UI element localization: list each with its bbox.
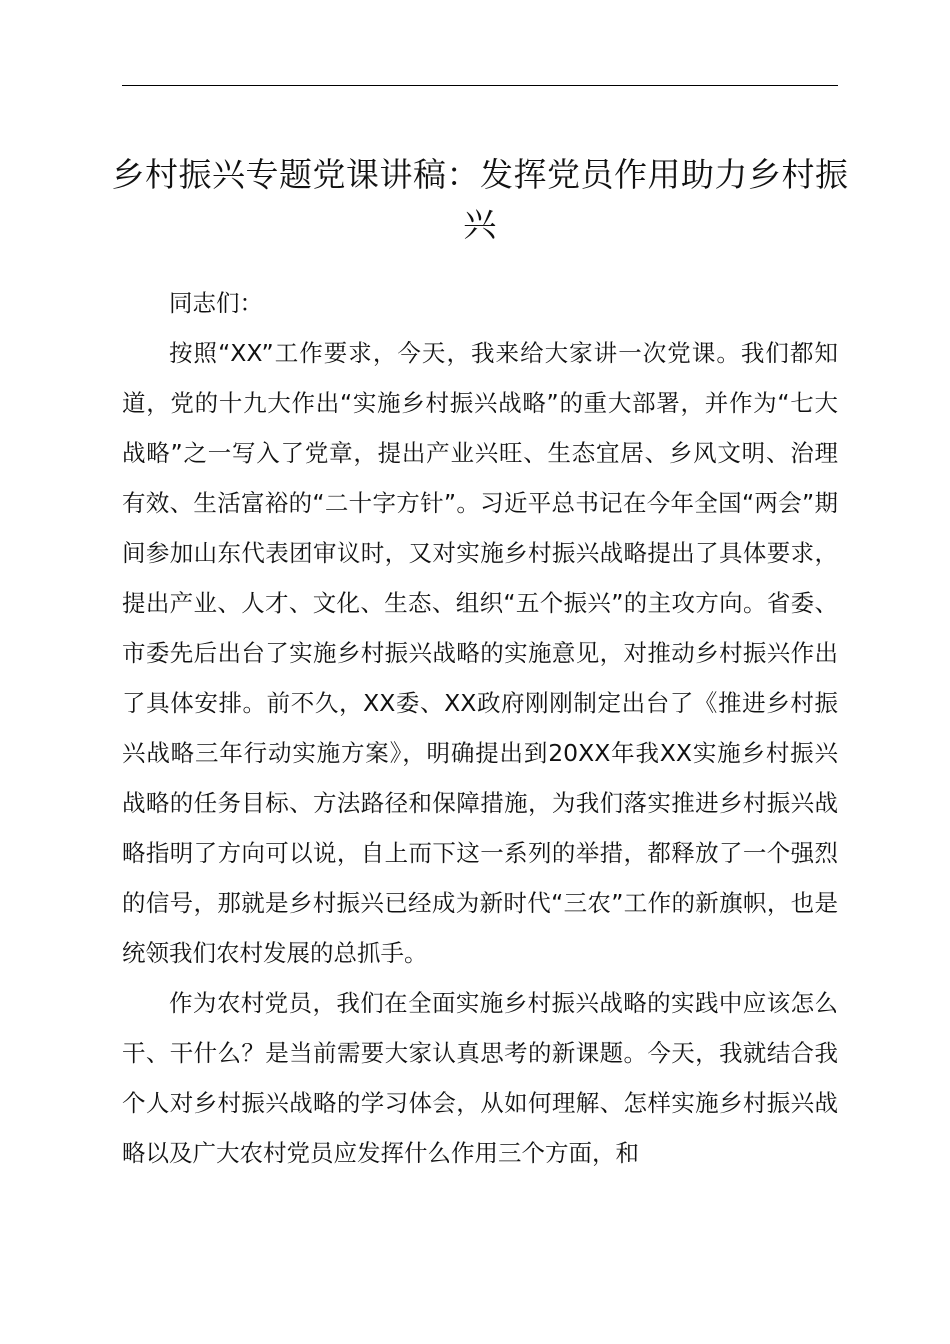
- header-rule: [122, 85, 838, 86]
- paragraph-2: 作为农村党员，我们在全面实施乡村振兴战略的实践中应该怎么干、干什么？是当前需要大家认真思考的新课题。今天，我就结合我个人对乡村振兴战略的学习体会，从如何理解、怎样实施乡村振兴战略以及广大农村党员应发挥什么作用三个方面，和: [122, 989, 838, 1167]
- document-title: 乡村振兴专题党课讲稿：发挥党员作用助力乡村振兴: [111, 155, 849, 244]
- paragraph-1: 按照“XX”工作要求，今天，我来给大家讲一次党课。我们都知道，党的十九大作出“实施乡村振兴战略”的重大部署，并作为“七大战略”之一写入了党章，提出产业兴旺、生态宜居、乡风文明、治理有效、生活富裕的“二十字方针”。习近平总书记在今年全国“两会”期间参加山东代表团审议时，又对实施乡村振兴战略提出了具体要求，提出产业、人才、文化、生态、组织“五个振兴”的主攻方向。省委、市委先后出台了实施乡村振兴战略的实施意见，对推动乡村振兴作出了具体安排。前不久，XX委、XX政府刚刚制定出台了《推进乡村振兴战略三年行动实施方案》，明确提出到20XX年我XX实施乡村振兴战略的任务目标、方法路径和保障措施，为我们落实推进乡村振兴战略指明了方向可以说，自上而下这一系列的举措，都释放了一个强烈的信号，那就是乡村振兴已经成为新时代“三农”工作的新旗帜，也是统领我们农村发展的总抓手。: [122, 339, 838, 967]
- greeting: 同志们：: [169, 289, 263, 317]
- document-body: [122, 278, 838, 1178]
